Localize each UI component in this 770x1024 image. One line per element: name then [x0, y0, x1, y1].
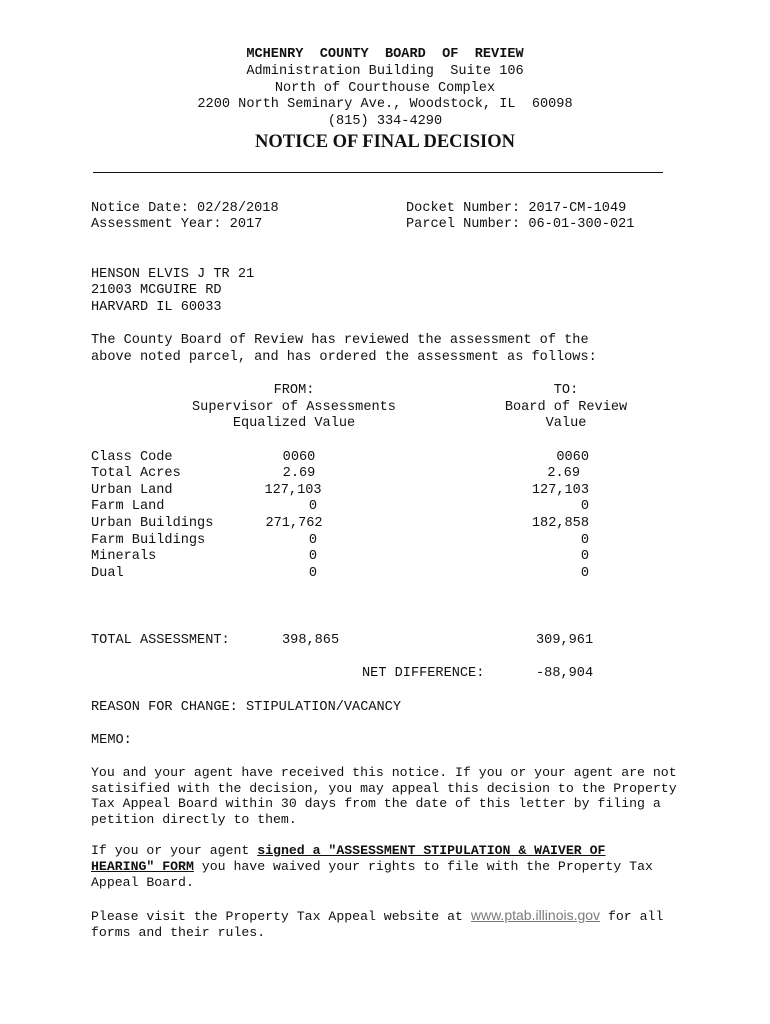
- address-line: 2200 North Seminary Ave., Woodstock, IL 60098: [197, 97, 573, 112]
- waiver-text-post: you have waived your rights to file with the Property Tax Appeal Board.: [91, 858, 653, 890]
- parcel-number: Parcel Number: 06-01-300-021: [406, 217, 635, 232]
- total-to-value: 309,961: [536, 633, 594, 648]
- memo-label: MEMO:: [91, 733, 132, 748]
- header-divider: [93, 172, 663, 173]
- waiver-paragraph: [91, 843, 666, 890]
- notice-date: Notice Date: 02/28/2018: [91, 201, 279, 216]
- owner-street: 21003 MCGUIRE RD: [91, 283, 222, 298]
- row-to-value: 0060: [556, 450, 589, 465]
- row-to-value: 0: [580, 566, 589, 581]
- row-from-value: 0060: [282, 450, 316, 465]
- row-from-value: 0: [308, 549, 318, 564]
- from-source: Supervisor of Assessments: [192, 400, 396, 415]
- from-value-type: Equalized Value: [232, 416, 356, 431]
- row-from-value: 127,103: [264, 483, 322, 498]
- row-label: Total Acres: [91, 466, 181, 481]
- row-label: Farm Land: [91, 499, 165, 514]
- website-text-pre: Please visit the Property Tax Appeal website at: [91, 909, 471, 924]
- row-to-value: 127,103: [531, 483, 589, 498]
- phone-line: (815) 334-4290: [327, 114, 443, 129]
- row-from-value: 0: [308, 499, 318, 514]
- total-label: TOTAL ASSESSMENT:: [91, 633, 230, 648]
- row-label: Minerals: [91, 549, 157, 564]
- row-to-value: 182,858: [531, 516, 589, 531]
- notice-title: NOTICE OF FINAL DECISION: [255, 132, 515, 152]
- intro-line-2: above noted parcel, and has ordered the assessment as follows:: [91, 350, 597, 365]
- building-line: Administration Building Suite 106: [246, 64, 524, 79]
- to-value-type: Value: [545, 416, 587, 431]
- net-difference-value: -88,904: [536, 666, 594, 681]
- total-from-value: 398,865: [282, 633, 340, 648]
- board-name: MCHENRY COUNTY BOARD OF REVIEW: [246, 47, 524, 62]
- docket-number: Docket Number: 2017-CM-1049: [406, 201, 627, 216]
- to-heading: TO:: [553, 383, 579, 398]
- row-from-value: 0: [308, 533, 318, 548]
- website-text-post: for all forms and their rules.: [91, 909, 664, 940]
- reason-for-change: REASON FOR CHANGE: STIPULATION/VACANCY: [91, 700, 401, 715]
- row-from-value: 271,762: [265, 516, 323, 531]
- website-paragraph: [91, 907, 681, 941]
- to-source: Board of Review: [504, 400, 628, 415]
- from-heading: FROM:: [273, 383, 315, 398]
- owner-name: HENSON ELVIS J TR 21: [91, 267, 255, 282]
- net-difference-label: NET DIFFERENCE:: [362, 666, 485, 681]
- row-label: Urban Buildings: [91, 516, 214, 531]
- row-label: Farm Buildings: [91, 533, 206, 548]
- row-label: Urban Land: [91, 483, 173, 498]
- row-from-value: 2.69: [282, 466, 316, 481]
- ptab-website-link[interactable]: www.ptab.illinois.gov: [470, 907, 601, 923]
- row-to-value: 0: [580, 549, 589, 564]
- owner-city: HARVARD IL 60033: [91, 300, 222, 315]
- row-to-value: 2.69: [547, 466, 580, 481]
- assessment-year: Assessment Year: 2017: [91, 217, 263, 232]
- waiver-text-pre: If you or your agent: [91, 843, 258, 858]
- appeal-paragraph: You and your agent have received this notice. If you or your agent are not satisified with the decision, you may appeal this decision to the Property Tax Appeal Board within 30 days from the date of this letter by filing a petition directly to them.: [91, 765, 677, 827]
- intro-line-1: The County Board of Review has reviewed the assessment of the: [91, 333, 589, 348]
- row-from-value: 0: [308, 566, 318, 581]
- row-to-value: 0: [580, 499, 589, 514]
- row-label: Dual: [91, 566, 124, 581]
- location-line: North of Courthouse Complex: [274, 81, 496, 96]
- waiver-form-name: signed a "ASSESSMENT STIPULATION & WAIVER OF HEARING" FORM: [91, 843, 606, 874]
- row-to-value: 0: [580, 533, 589, 548]
- row-label: Class Code: [91, 450, 173, 465]
